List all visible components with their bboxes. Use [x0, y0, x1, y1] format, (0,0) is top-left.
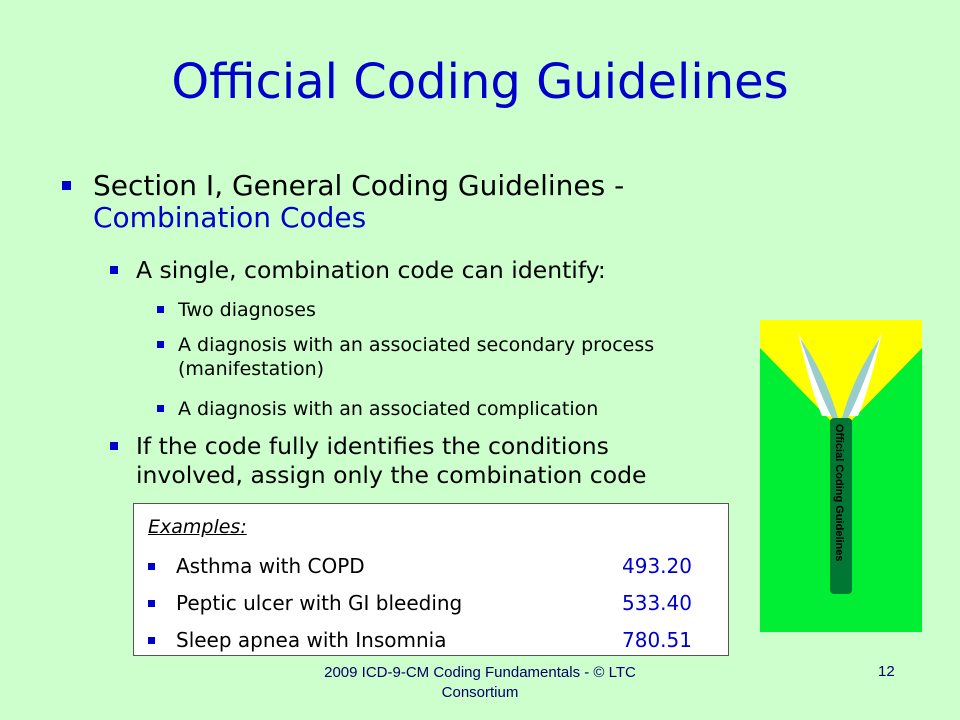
example-name: Peptic ulcer with GI bleeding — [176, 591, 463, 615]
bullet-square-icon — [62, 181, 71, 190]
sub-bullet-identify-text: A single, combination code can identify: — [136, 256, 606, 284]
bullet-section-i-text — [93, 170, 742, 234]
item-complication — [157, 397, 598, 421]
page-number: 12 — [878, 663, 895, 680]
sub-bullet-assign-text — [136, 432, 646, 490]
item-complication-text: A diagnosis with an associated complication — [178, 398, 599, 420]
slide-footer — [280, 663, 680, 703]
item-two-diagnoses — [157, 298, 316, 322]
item-secondary-process-line2: (manifestation) — [178, 358, 325, 380]
slide-title: Official Coding Guidelines — [171, 54, 789, 110]
examples-box — [133, 503, 729, 656]
example-row — [148, 591, 718, 615]
combination-codes-text: Combination Codes — [93, 201, 367, 234]
example-name: Asthma with COPD — [176, 554, 365, 578]
sub-bullet-assign-line1: If the code fully identifies the conditions — [136, 432, 609, 460]
item-secondary-process-line1: A diagnosis with an associated secondary process — [178, 334, 655, 356]
examples-title: Examples: — [148, 516, 247, 538]
example-row — [148, 554, 718, 578]
bullet-square-icon — [148, 600, 155, 607]
bullet-square-icon — [148, 637, 155, 644]
bullet-section-i-label: Section I, General Coding Guidelines - — [93, 169, 625, 202]
bullet-square-icon — [157, 306, 164, 313]
item-secondary-process — [157, 333, 797, 381]
item-two-diagnoses-text: Two diagnoses — [178, 299, 316, 321]
footer-line2: Consortium — [441, 684, 519, 701]
item-secondary-process-text — [178, 333, 654, 381]
bullet-square-icon — [157, 341, 164, 348]
example-code: 493.20 — [622, 554, 692, 578]
book-illustration — [760, 320, 922, 632]
example-row — [148, 628, 718, 652]
sub-bullet-assign-line2: involved, assign only the combination code — [136, 461, 647, 489]
example-code: 533.40 — [622, 591, 692, 615]
sub-bullet-identify — [110, 256, 606, 285]
footer-line1: 2009 ICD-9-CM Coding Fundamentals - © LTC — [324, 664, 636, 681]
example-code: 780.51 — [622, 628, 692, 652]
bullet-section-i — [62, 170, 742, 234]
book-spine-label: Official Coding Guidelines — [833, 424, 845, 562]
bullet-square-icon — [148, 563, 155, 570]
bullet-square-icon — [110, 442, 118, 450]
example-name: Sleep apnea with Insomnia — [176, 628, 447, 652]
sub-bullet-assign-combination — [110, 432, 646, 490]
bullet-square-icon — [157, 405, 164, 412]
bullet-square-icon — [110, 266, 118, 274]
